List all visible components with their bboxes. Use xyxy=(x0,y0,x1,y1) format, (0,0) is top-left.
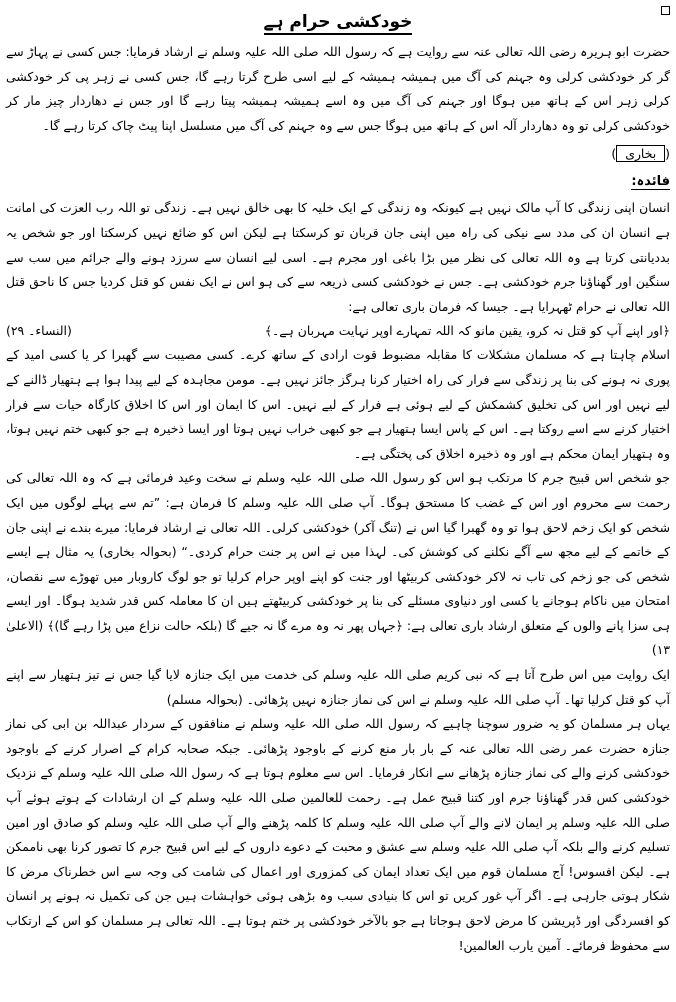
page-title-text: خودکشی حرام ہے xyxy=(264,12,413,35)
faida-paragraph-1: انسان اپنی زندگی کا آپ مالک نہیں ہے کیونکہ وہ زندگی کے ایک خلیہ کا بھی خالق نہیں ہے۔ زندگی تو اللہ رب العزت کی امانت ہے انسان ان کی مدد سے نیکی کی راہ میں اپنی جان قربان تو کرسکتا ہے لیکن اس کو ضائع نہیں کرسکتا اور جو شخص یہ بددیانتی کرتا ہے وہ اللہ تعالی کی نظر میں بڑا باغی اور مجرم ہے۔ اسی لیے انسان سے سرزد ہونے والے جرائم میں سب سے سنگین اور گھناؤنا جرم خودکشی ہے۔ جس نے خودکشی کسی ذریعہ سے کی ہو اس نے ایک نفس کو قتل کردیا جس کا ناحق قتل اللہ تعالی نے حرام ٹھہرایا ہے۔ جیسا کہ فرمان باری تعالی ہے: xyxy=(6,200,670,314)
faida-paragraph-5: یہاں ہر مسلمان کو یہ ضرور سوچنا چاہیے کہ رسول اللہ صلی اللہ علیہ وسلم نے منافقوں کے سردار عبداللہ بن ابی کی نماز جنازہ حضرت عمر رضی اللہ تعالی عنہ کے بار بار منع کرنے کے باوجود پڑھائی۔ جبکہ صحابہ کرام کے اصرار کرنے کے باوجود خودکشی کرنے والے کی نماز جنازہ پڑھانے سے انکار فرمایا۔ اس سے معلوم ہوتا ہے کہ رسول اللہ صلی اللہ علیہ وسلم کے نزدیک خودکشی کس قدر گھناؤنا جرم اور کتنا قبیح عمل ہے۔ رحمت للعالمین صلی اللہ علیہ وسلم کے ان ارشادات کے ہوتے ہوئے آپ صلی اللہ علیہ وسلم پر ایمان لانے والے آپ صلی اللہ علیہ وسلم کا کلمہ پڑھنے والے آپ صلی اللہ علیہ وسلم کو صادق اور امین تسلیم کرنے والے بلکہ آپ صلی اللہ علیہ وسلم سے عشق و محبت کے دعوے داروں کے لیے اس قبیح جرم کا تصور کرنا بھی ناممکن ہے۔ لیکن افسوس! آج مسلمان قوم میں ایک تعداد ایمان کی کمزوری اور اعمال کی شامت کی وجہ سے اس خطرناک مرض کا شکار ہوتی جارہی ہے۔ اگر آپ غور کریں تو اس کا بنیادی سبب وہ بڑھی ہوئی خواہشات ہیں جن کی تکمیل نہ ہونے پر انسان کو افسردگی اور ڈپریشن کا مرض لاحق ہوجاتا ہے جو بالآخر خودکشی پر ختم ہوتا ہے۔ اللہ تعالی ہر مسلمان کو اس کے ارتکاب سے محفوظ فرمائے۔ آمین یارب العالمین! xyxy=(6,716,670,953)
hadith-source-text: بخاری xyxy=(616,145,665,162)
quran-quote-reference: (النساء۔ ۲۹) xyxy=(6,323,72,339)
quran-quote xyxy=(6,319,670,343)
faida-paragraph-4: ایک روایت میں اس طرح آتا ہے کہ نبی کریم صلی اللہ علیہ وسلم کی خدمت میں ایک جنازہ لایا گیا جس نے تیز ہتھیار سے اپنے آپ کو قتل کرلیا تھا۔ آپ صلی اللہ علیہ وسلم نے اس کی نماز جنازہ نہیں پڑھائی۔ (بحوالہ مسلم) xyxy=(6,667,670,707)
faida-heading-text: فائدہ: xyxy=(631,174,670,190)
hadith-source: (بخاری) xyxy=(611,146,670,162)
corner-box xyxy=(661,6,670,15)
page-title xyxy=(6,10,670,34)
hadith-paragraph: حضرت ابو ہریرہ رضی اللہ تعالی عنہ سے روایت ہے کہ رسول اللہ صلی اللہ علیہ وسلم نے ارشاد فرمایا: جس کسی نے پہاڑ سے گر کر خودکشی کرلی وہ جہنم کی آگ میں ہمیشہ ہمیشہ کے لیے اسی طرح گرتا رہے گا، جس کسی نے زہر پی کر خودکشی کرلی زہر اس کے ہاتھ میں ہوگا اور جہنم کی آگ میں وہ اسے ہمیشہ ہمیشہ پیتا رہے گا اور جس نے دھاردار چیز مار کر خودکشی کرلی تو وہ دھاردار آلہ اس کے ہاتھ میں ہوگا جس سے وہ جہنم کی آگ میں مسلسل اپنا پیٹ چاک کرتا رہے گا۔ xyxy=(6,44,670,133)
quran-quote-text: ﴿اور اپنے آپ کو قتل نہ کرو، یقین مانو کہ اللہ تمہارے اوپر نہایت مہربان ہے۔﴾ xyxy=(264,323,670,339)
faida-paragraph-3: جو شخص اس قبیح جرم کا مرتکب ہو اس کو رسول اللہ صلی اللہ علیہ وسلم نے سخت وعید فرمائی ہے کہ وہ اللہ تعالی کی رحمت سے محروم اور اس کے غضب کا مستحق ہوگا۔ آپ صلی اللہ علیہ وسلم کا فرمان ہے: ”تم سے پہلے لوگوں میں ایک شخص کو ایک زخم لاحق ہوا تو وہ گھبرا گیا اس نے (تنگ آکر) خودکشی کرلی۔ اللہ تعالی نے ارشاد فرمایا: میرے بندے نے اپنی جان کے خاتمے کے لیے مجھ سے آگے نکلنے کی کوشش کی۔ لہذا میں نے اس پر جنت حرام کردی۔“ (بحوالہ بخاری) یہ مثال ہے ایسے شخص کی جو زخم کی تاب نہ لاکر خودکشی کربیٹھا اور جنت کو اپنے اوپر حرام کرلیا تو جو لوگ کاروبار میں تھوڑے سے نقصان، امتحان میں ناکام ہوجانے یا کسی اور دنیاوی مسئلے کی بنا پر خودکشی کربیٹھتے ہیں ان کا معاملہ کس قدر شدید ہوگا۔ اور ایسے ہی سزا پانے والوں کے متعلق ارشاد باری تعالی ہے: ﴿جہاں پھر نہ وہ مرے گا نہ جیے گا (بلکہ حالت نزاع میں پڑا رہے گا)﴾ (الاعلیٰ ۱۳) xyxy=(6,470,670,658)
faida-heading xyxy=(6,170,670,194)
faida-paragraph-2: اسلام چاہتا ہے کہ مسلمان مشکلات کا مقابلہ مضبوط قوت ارادی کے ساتھ کرے۔ کسی مصیبت سے گھبرا کر یا کسی امید کے پوری نہ ہونے کی بنا پر زندگی سے فرار کی راہ اختیار کرنا ہرگز جائز نہیں ہے۔ مومن مجاہدہ کے لیے پیدا ہوا ہے ہتھیار ڈالنے کے لیے نہیں اور اس کی تخلیق کشمکش کے لیے ہوئی ہے فرار کے لیے نہیں۔ اس کا ایمان اور اس کا اخلاق کارگاہ حیات سے فرار اختیار کرنے سے اسے روکتا ہے۔ اس کے پاس ایسا ہتھیار ہے جو کبھی خراب نہیں ہوتا اور ایسا ذخیرہ ہے جو کبھی ختم نہیں ہوتا، وہ ہتھیار ایمان محکم ہے اور وہ ذخیرہ اخلاق کی پختگی ہے۔ xyxy=(6,347,670,461)
